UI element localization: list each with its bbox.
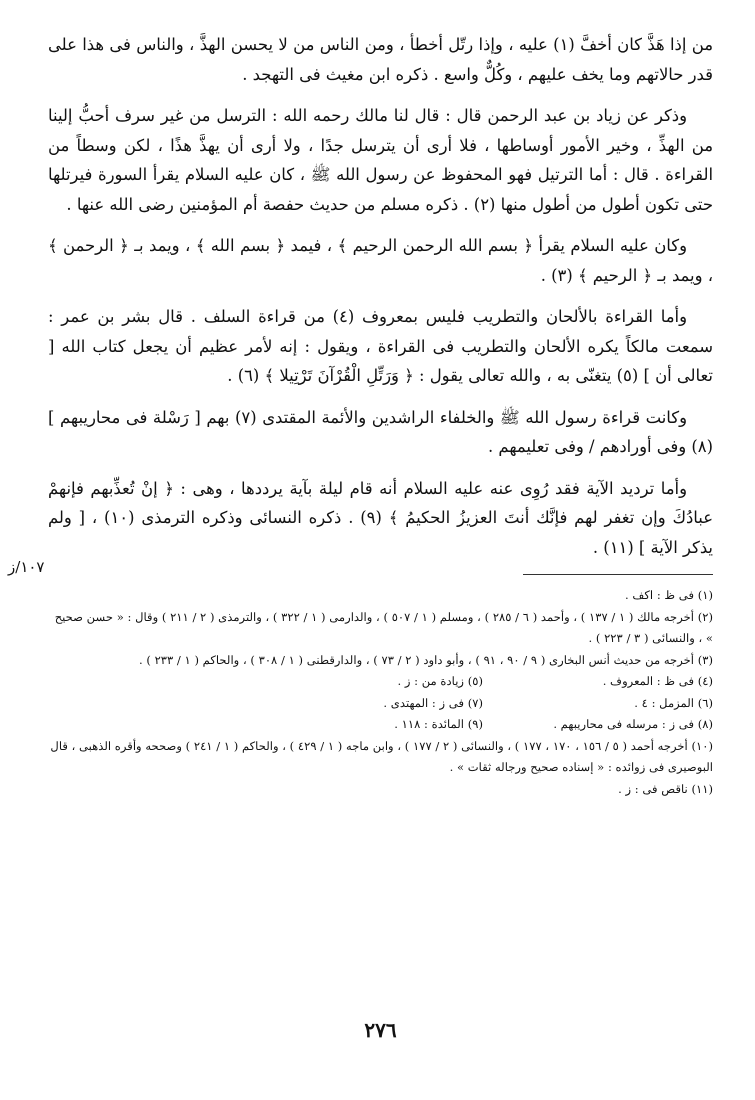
paragraph-1: من إذا هَذَّ كان أخفَّ (١) عليه ، وإذا رتّل أخطأ ، ومن الناس من لا يحسن الهذَّ ، والناس فى هذا على قدر حالاتهم وما يخف عليهم ، وكُلٌّ واسع . ذكره ابن مغيث فى التهجد . xyxy=(48,35,713,84)
footnotes xyxy=(48,585,713,800)
footnote-divider xyxy=(523,574,713,575)
footnote-row xyxy=(48,714,713,736)
footnote-6: (٦) المزمل : ٤ . xyxy=(634,695,713,710)
footnote-3: (٣) أخرجه من حديث أنس البخارى ( ٩ / ٩٠ ، ٩١ ) ، وأبو داود ( ٢ / ٧٣ ) ، والدارقطنى ( ١ / ٣٠٨ ) ، والحاكم ( ١ / ٢٣٣ ) . xyxy=(138,652,713,667)
book-page xyxy=(8,30,714,1070)
paragraph-4: وأما القراءة بالألحان والتطريب فليس بمعروف (٤) من قراءة السلف . قال بشر بن عمر : سمعت مالكاً يكره الألحان والتطريب فى القراءة ، ويقول : إنه لأمر عظيم أن يجعل كتاب الله [ تعالى أن ] (٥) يتغنّى به ، والله تعالى يقول : ﴿ وَرَتِّلِ الْقُرْآنَ تَرْتِيلا ﴾ (٦) . xyxy=(48,307,713,385)
footnote-2: (٢) أخرجه مالك ( ١ / ١٣٧ ) ، وأحمد ( ٦ / ٢٨٥ ) ، ومسلم ( ١ / ٥٠٧ ) ، والدارمى ( ١ / ٣٢٢ ) ، والترمذى ( ٢ / ٢١١ ) وقال : « حسن صحيح » ، والنسائى ( ٣ / ٢٢٣ ) . xyxy=(54,609,713,645)
main-text xyxy=(8,30,714,576)
footnote-4: (٤) فى ظ : المعروف . xyxy=(602,674,713,688)
page-number: ٢٧٦ xyxy=(364,1018,397,1042)
footnote-10: (١٠) أخرجه أحمد ( ٥ / ١٥٦ ، ١٧٠ ، ١٧٧ ) ، والنسائى ( ٢ / ١٧٧ ) ، وابن ماجه ( ١ / ٤٢٩ ) ، والحاكم ( ١ / ٢٤١ ) وصححه وأقره الذهبى ، قال البوصيرى فى زوائده : « إسناده صحيح ورجاله ثقات » . xyxy=(50,738,713,774)
paragraph-3: وكان عليه السلام يقرأ ﴿ بسم الله الرحمن الرحيم ﴾ ، فيمد ﴿ بسم الله ﴾ ، ويمد بـ ﴿ الرحمن ﴾ ، ويمد بـ ﴿ الرحيم ﴾ (٣) . xyxy=(48,236,713,285)
manuscript-folio-marker: ١٠٧/ز xyxy=(8,558,45,576)
footnote-row xyxy=(48,693,713,715)
footnote-1: (١) فى ظ : اكف . xyxy=(625,588,713,602)
paragraph-5: وكانت قراءة رسول الله ﷺ والخلفاء الراشدين والأئمة المقتدى (٧) بهم [ رَسْلة فى محاريبهم ] (٨) وفى أورادهم / وفى تعليمهم . xyxy=(48,407,713,456)
footnote-9: (٩) المائدة : ١١٨ . xyxy=(394,717,483,731)
paragraph-6: وأما ترديد الآية فقد رُوِى عنه عليه السلام أنه قام ليلة بآية يرددها ، وهى : ﴿ إنْ تُعذِّبهم فإنهمْ عبادُكَ وإن تغفر لهم فإنَّك أنتَ العزيزُ الحكيمُ ﴾ (٩) . ذكره النسائى وذكره الترمذى (١٠) ، [ ولم يذكر الآية ] (١١) . xyxy=(48,478,714,557)
footnote-5: (٥) زيادة من : ز . xyxy=(397,674,483,688)
paragraph-2: وذكر عن زياد بن عبد الرحمن قال : قال لنا مالك رحمه الله : الترسل من غير سرف أحبُّ إلينا من الهذِّ ، وخير الأمور أوساطها ، فلا أرى أن يترسل جدًا ، ولا أرى أن يهذَّ هذًا ، لكن وسطاً من القراءة . قال : أما الترتيل فهو المحفوظ عن رسول الله ﷺ ، كان عليه السلام يقرأ السورة فيرتلها حتى تكون أطول من أطول منها (٢) . ذكره مسلم من حديث حفصة أم المؤمنين رضى الله عنها . xyxy=(48,106,713,214)
footnote-8: (٨) فى ز : مرسله فى محاريبهم . xyxy=(553,717,713,731)
footnote-row xyxy=(48,671,713,693)
footnote-11: (١١) ناقص فى : ز . xyxy=(618,781,713,796)
footnote-7: (٧) فى ز : المهتدى . xyxy=(383,695,483,710)
